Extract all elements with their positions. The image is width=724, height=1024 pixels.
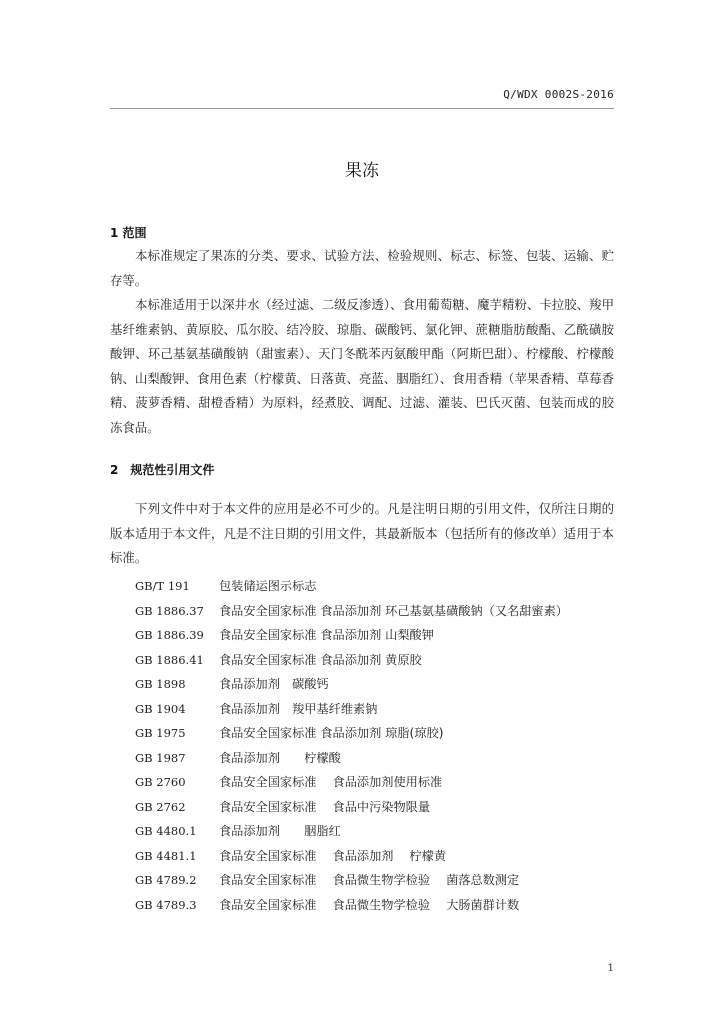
reference-item [135,819,615,844]
reference-title: 食品添加剂 羧甲基纤维素钠 [219,701,378,716]
reference-title: 食品添加剂 碳酸钙 [219,677,329,691]
scope-paragraph-2: 本标准适用于以深井水（经过滤、二级反渗透）、食用葡萄糖、魔芋精粉、卡拉胶、羧甲基纤维素钠、黄原胶、瓜尔胶、结冷胶、琼脂、碳酸钙、氯化钾、蔗糖脂肪酸酯、乙酰磺胺酸钾、环己基氨基磺酸钠（甜蜜素）、天门冬酰苯丙氨酸甲酯（阿斯巴甜）、柠檬酸、柠檬酸钠、山梨酸钾、食用色素（柠檬黄、日落黄、亮蓝、胭脂红）、食用香精（苹果香精、草莓香精、菠萝香精、甜橙香精）为原料，经煮胶、调配、过滤、灌装、巴氏灭菌、包装而成的胶冻食品。 [110,297,614,435]
reference-title: 包装储运图示标志 [219,579,317,593]
reference-list [135,574,615,917]
reference-title: 食品安全国家标准 食品微生物学检验 大肠菌群计数 [219,897,520,912]
scope-paragraph-1: 本标准规定了果冻的分类、要求、试验方法、检验规则、标志、标签、包装、运输、贮存等。 [110,248,614,288]
reference-code: GB 2762 [135,799,186,814]
reference-item [135,868,615,893]
reference-title: 食品安全国家标准 食品微生物学检验 菌落总数测定 [219,873,520,887]
reference-code: GB/T 191 [135,579,190,593]
reference-item [135,672,615,697]
reference-item [135,697,615,722]
reference-title: 食品安全国家标准 食品添加剂 山梨酸钾 [219,628,434,642]
section-heading-scope: 1 范围 [110,226,147,240]
reference-item [135,893,615,918]
reference-code: GB 4789.2 [135,873,197,887]
reference-item [135,648,615,673]
reference-title: 食品安全国家标准 食品添加剂 琼脂(琼胶) [219,726,444,740]
reference-item [135,746,615,771]
reference-title: 食品安全国家标准 食品添加剂 环己基氨基磺酸钠（又名甜蜜素） [219,603,568,618]
reference-item [135,721,615,746]
reference-item [135,599,615,624]
reference-code: GB 4481.1 [135,848,197,863]
reference-item [135,844,615,869]
reference-code: GB 4480.1 [135,824,197,838]
reference-code: GB 1987 [135,750,186,765]
reference-code: GB 1886.41 [135,652,204,667]
reference-code: GB 4789.3 [135,897,197,912]
reference-title: 食品安全国家标准 食品添加剂 柠檬黄 [219,848,447,863]
references-intro-paragraph: 下列文件中对于本文件的应用是必不可少的。凡是注明日期的引用文件，仅所注日期的版本适用于本文件，凡是不注日期的引用文件，其最新版本（包括所有的修改单）适用于本标准。 [110,501,614,565]
page-number: 1 [607,962,614,974]
standard-code: Q/WDX 0002S-2016 [503,88,614,101]
reference-title: 食品添加剂 柠檬酸 [219,750,341,765]
section-heading-normative-references: 2 规范性引用文件 [110,463,215,477]
reference-item [135,795,615,820]
reference-code: GB 2760 [135,775,186,789]
reference-title: 食品安全国家标准 食品添加剂 黄原胶 [219,652,422,667]
reference-code: GB 1975 [135,726,186,740]
reference-code: GB 1904 [135,701,186,716]
reference-title: 食品安全国家标准 食品添加剂使用标准 [219,775,443,789]
reference-title: 食品安全国家标准 食品中污染物限量 [219,799,431,814]
reference-item [135,770,615,795]
header-rule [110,108,614,109]
reference-code: GB 1886.39 [135,628,204,642]
reference-title: 食品添加剂 胭脂红 [219,824,341,838]
reference-code: GB 1898 [135,677,186,691]
reference-item [135,623,615,648]
reference-code: GB 1886.37 [135,603,204,618]
document-title: 果冻 [345,161,379,181]
reference-item [135,574,615,599]
